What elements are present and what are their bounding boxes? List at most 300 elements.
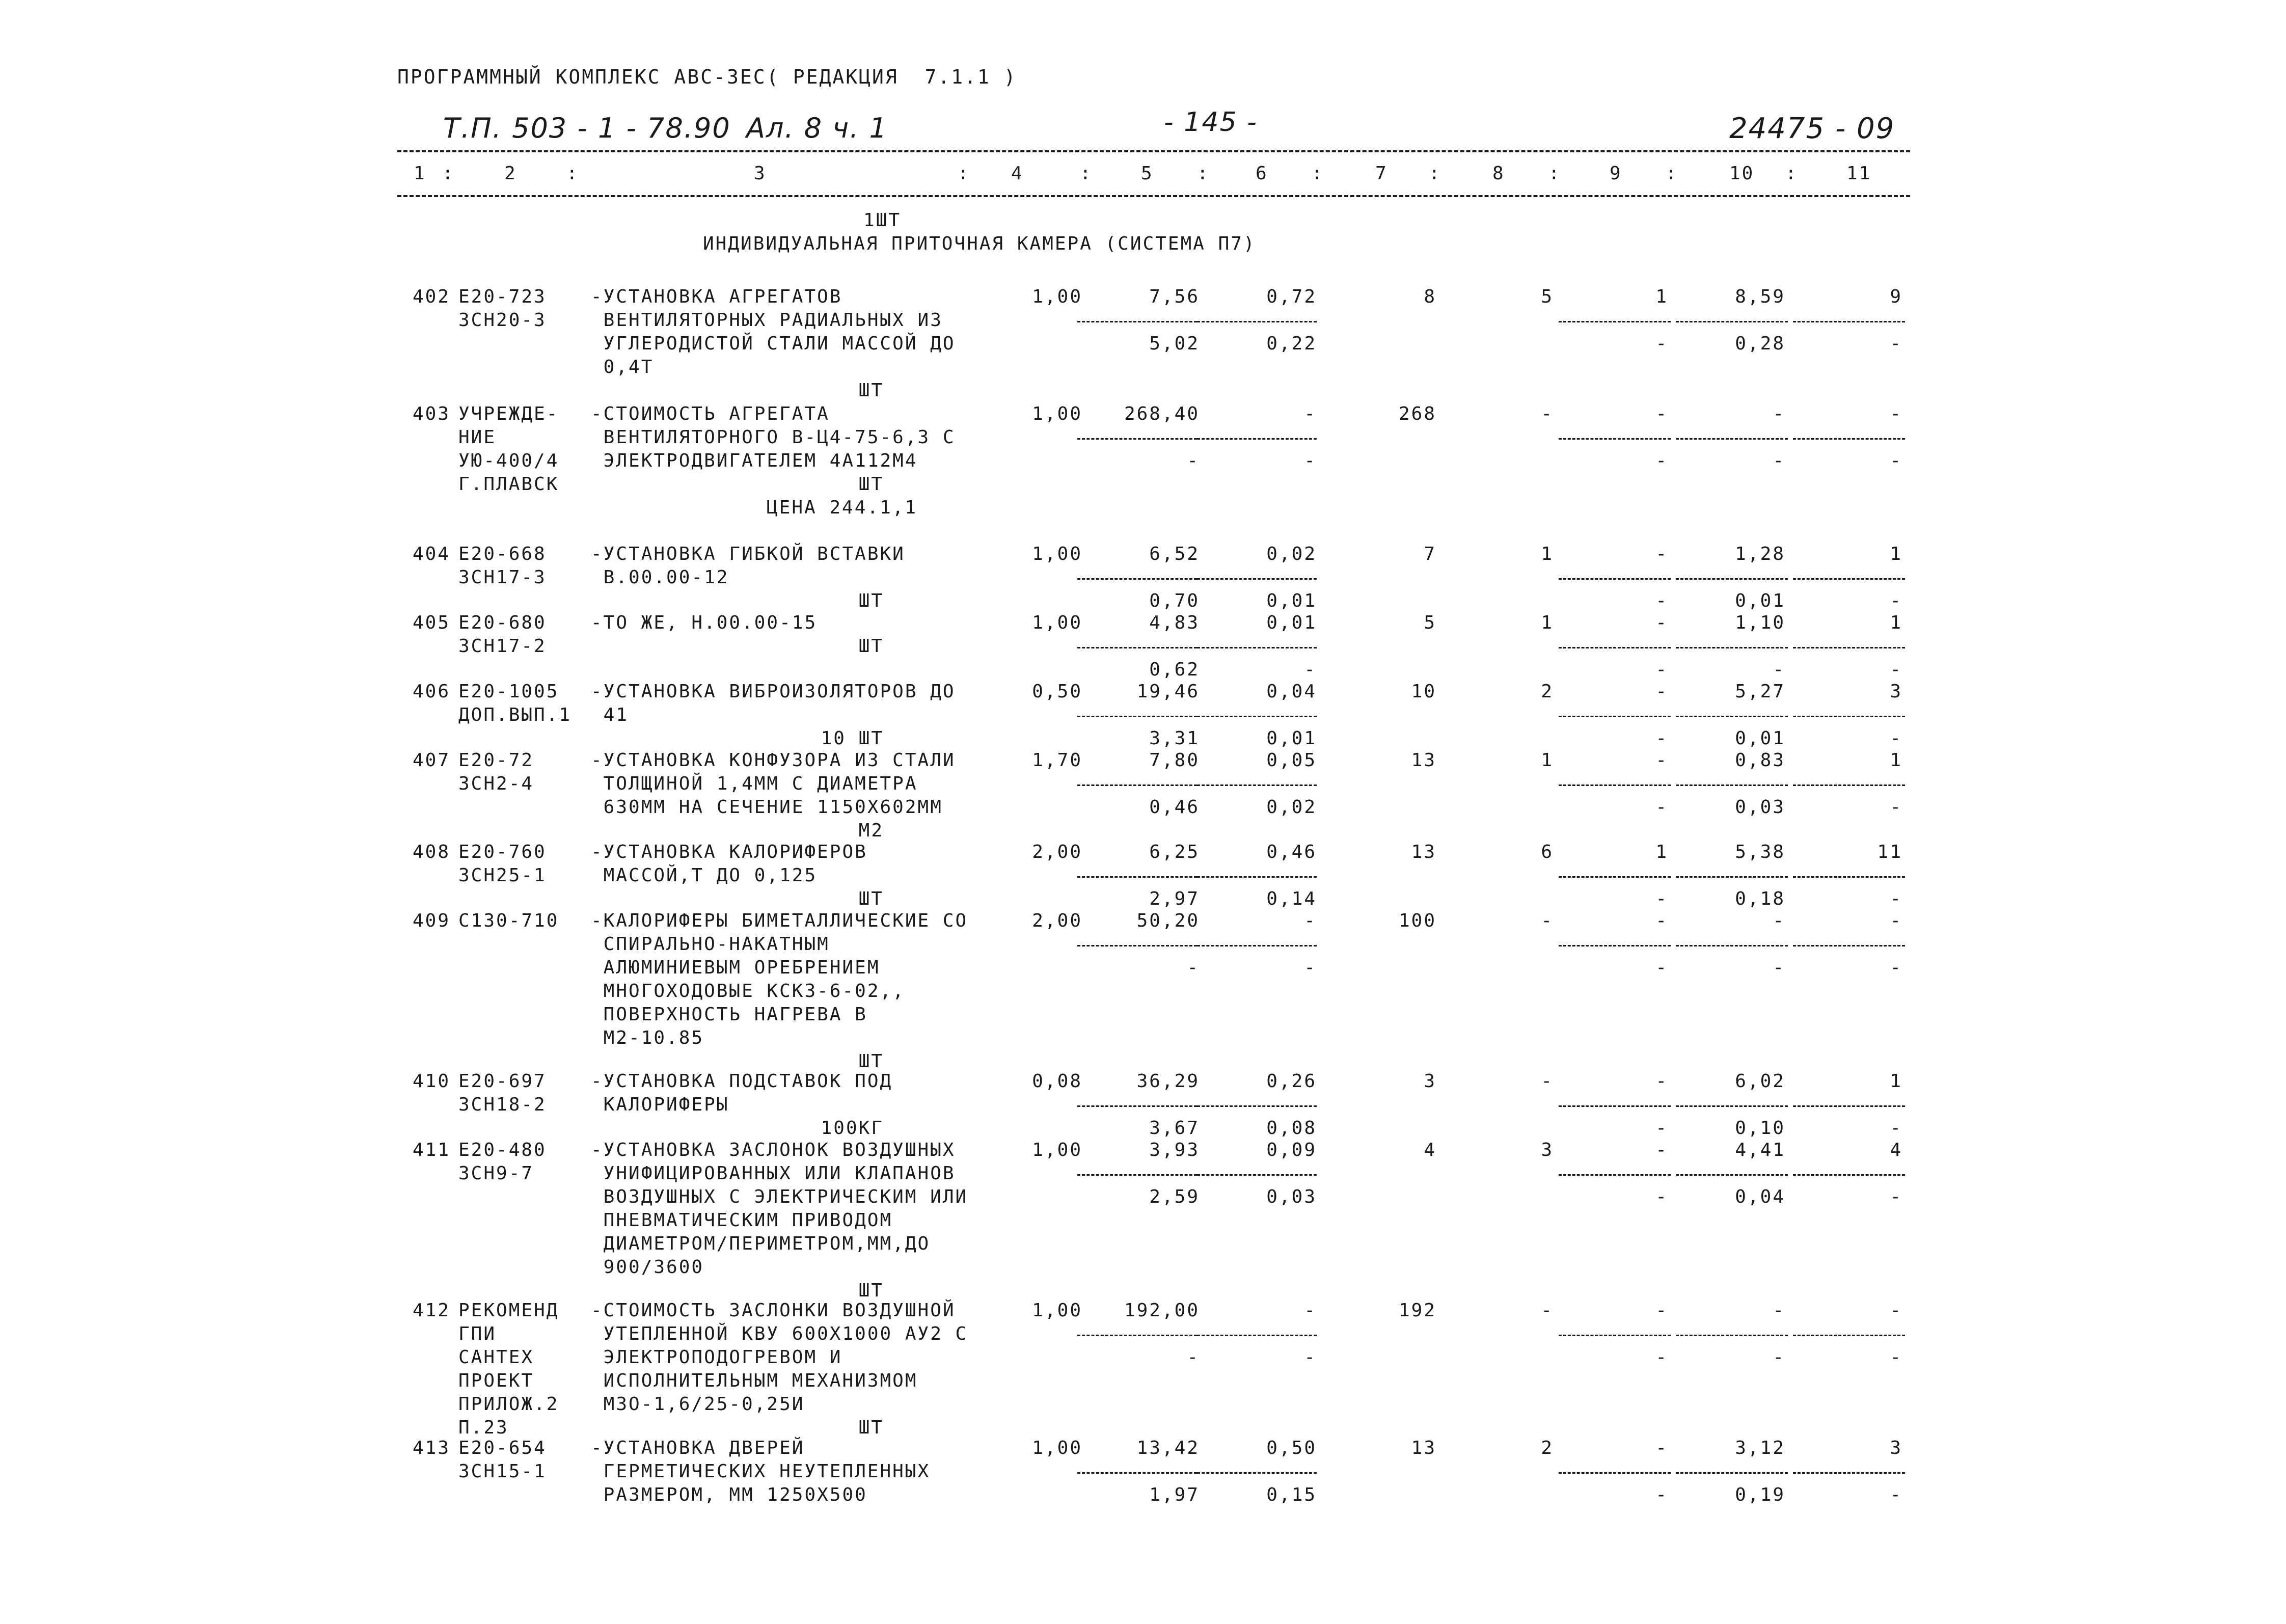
item-code: ПРОЕКТ	[458, 1370, 534, 1391]
cell-divider	[1197, 784, 1317, 786]
header-rule	[397, 150, 1910, 152]
item-description: ГЕРМЕТИЧЕСКИХ НЕУТЕПЛЕННЫХ	[591, 1461, 931, 1482]
cell-divider	[1793, 876, 1905, 878]
cost-cell: 0,02	[1266, 544, 1317, 564]
total-cell: 1,28	[1735, 544, 1785, 564]
cell-divider	[1793, 716, 1905, 717]
total-cell: -	[1541, 1300, 1554, 1321]
item-code: Е20-480	[458, 1140, 547, 1160]
item-code: ЗСН25-1	[458, 865, 547, 886]
total-cell: 0,04	[1735, 1186, 1785, 1207]
item-description: М2-10.85	[591, 1027, 704, 1048]
item-code: Е20-680	[458, 612, 547, 633]
cost-cell: 3,93	[1149, 1140, 1200, 1160]
row-number: 410	[413, 1071, 451, 1092]
cell-divider	[1077, 321, 1197, 322]
cell-divider	[1197, 945, 1317, 946]
cost-cell: 19,46	[1136, 681, 1200, 702]
cell-divider	[1793, 1174, 1905, 1176]
item-description: -УСТАНОВКА ПОДСТАВОК ПОД	[591, 1071, 893, 1092]
column-header: :	[1197, 163, 1210, 184]
cell-divider	[1077, 1105, 1197, 1107]
item-code: Е20-72	[458, 750, 534, 771]
total-cell: 0,83	[1735, 750, 1785, 771]
total-cell: -	[1655, 450, 1668, 471]
item-description: 900/3600	[591, 1257, 704, 1278]
cost-cell: -	[1304, 403, 1317, 424]
item-description: -СТОИМОСТЬ АГРЕГАТА	[591, 403, 830, 424]
total-cell: 3	[1424, 1071, 1436, 1092]
cell-divider	[1793, 1105, 1905, 1107]
row-number: 403	[413, 403, 451, 424]
item-description: -УСТАНОВКА ДВЕРЕЙ	[591, 1438, 805, 1458]
total-cell: 192	[1398, 1300, 1436, 1321]
total-cell: -	[1890, 1484, 1902, 1505]
cost-cell: 0,14	[1266, 888, 1317, 909]
total-cell: 0,19	[1735, 1484, 1785, 1505]
total-cell: -	[1890, 403, 1902, 424]
total-cell: 5,38	[1735, 842, 1785, 862]
cost-cell: 5,02	[1149, 333, 1200, 354]
item-unit: ШТ	[858, 474, 884, 495]
quantity-cell: 1,00	[1032, 544, 1082, 564]
total-cell: -	[1655, 1118, 1668, 1139]
column-header: 10	[1729, 163, 1755, 184]
total-cell: 5,27	[1735, 681, 1785, 702]
row-number: 409	[413, 910, 451, 931]
total-cell: 5	[1541, 286, 1554, 307]
total-cell: 6	[1541, 842, 1554, 862]
cell-divider	[1676, 321, 1788, 322]
quantity-cell: 2,00	[1032, 842, 1082, 862]
page-number: - 145 -	[1164, 107, 1258, 138]
item-unit: ШТ	[858, 1417, 884, 1438]
total-cell: 4	[1890, 1140, 1902, 1160]
total-cell: -	[1655, 1347, 1668, 1368]
item-code: П.23	[458, 1417, 509, 1438]
cost-cell: 0,04	[1266, 681, 1317, 702]
total-cell: 0,10	[1735, 1118, 1785, 1139]
item-description: РАЗМЕРОМ, ММ 1250Х500	[591, 1484, 867, 1505]
item-description: МНОГОХОДОВЫЕ КСК3-6-02,,	[591, 981, 905, 1002]
cost-cell: 0,46	[1149, 797, 1200, 818]
item-unit: ШТ	[858, 1280, 884, 1301]
item-code: ДОП.ВЫП.1	[458, 705, 572, 725]
cost-cell: 3,31	[1149, 728, 1200, 749]
cell-divider	[1197, 716, 1317, 717]
total-cell: -	[1541, 910, 1554, 931]
quantity-cell: 1,00	[1032, 1140, 1082, 1160]
total-cell: -	[1773, 1347, 1785, 1368]
total-cell: 1	[1541, 750, 1554, 771]
cell-divider	[1676, 1174, 1788, 1176]
item-description: 0,4Т	[591, 357, 654, 377]
item-description: МЗО-1,6/25-0,25И	[591, 1394, 805, 1415]
item-code: ЗСН15-1	[458, 1461, 547, 1482]
cell-divider	[1077, 647, 1197, 648]
item-description: ПНЕВМАТИЧЕСКИМ ПРИВОДОМ	[591, 1210, 893, 1231]
total-cell: -	[1655, 1186, 1668, 1207]
quantity-cell: 0,08	[1032, 1071, 1082, 1092]
album-label: Ал. 8 ч. 1	[746, 112, 888, 144]
total-cell: 0,01	[1735, 728, 1785, 749]
cost-cell: 0,72	[1266, 286, 1317, 307]
item-description: ИСПОЛНИТЕЛЬНЫМ МЕХАНИЗМОМ	[591, 1370, 918, 1391]
cell-divider	[1676, 578, 1788, 580]
cell-divider	[1559, 784, 1671, 786]
item-price: ЦЕНА 244.1,1	[767, 497, 918, 518]
cost-cell: 1,97	[1149, 1484, 1200, 1505]
total-cell: 0,18	[1735, 888, 1785, 909]
total-cell: -	[1655, 1484, 1668, 1505]
cost-cell: 0,08	[1266, 1118, 1317, 1139]
cost-cell: 0,22	[1266, 333, 1317, 354]
cell-divider	[1559, 1472, 1671, 1474]
cell-divider	[1197, 438, 1317, 440]
total-cell: -	[1890, 590, 1902, 611]
column-header: :	[1080, 163, 1093, 184]
column-header: 5	[1141, 163, 1154, 184]
cell-divider	[1793, 321, 1905, 322]
cell-divider	[1077, 1335, 1197, 1336]
item-code: НИЕ	[458, 427, 497, 448]
row-number: 405	[413, 612, 451, 633]
cell-divider	[1676, 945, 1788, 946]
item-description: ЭЛЕКТРОДВИГАТЕЛЕМ 4А112М4	[591, 450, 918, 471]
cell-divider	[1559, 1335, 1671, 1336]
total-cell: -	[1655, 910, 1668, 931]
cell-divider	[1559, 578, 1671, 580]
column-header: :	[1666, 163, 1678, 184]
item-code: ЗСН20-3	[458, 310, 547, 331]
cell-divider	[1197, 578, 1317, 580]
total-cell: -	[1655, 888, 1668, 909]
total-cell: -	[1890, 1186, 1902, 1207]
total-cell: -	[1655, 659, 1668, 680]
item-code: Е20-697	[458, 1071, 547, 1092]
total-cell: -	[1773, 957, 1785, 978]
total-cell: -	[1890, 728, 1902, 749]
column-header: 4	[1011, 163, 1024, 184]
total-cell: -	[1773, 403, 1785, 424]
cost-cell: 0,01	[1266, 590, 1317, 611]
item-unit: ШТ	[858, 380, 884, 401]
quantity-cell: 0,50	[1032, 681, 1082, 702]
item-unit: ШТ	[858, 590, 884, 611]
column-header: :	[566, 163, 579, 184]
cell-divider	[1793, 784, 1905, 786]
item-description: ВОЗДУШНЫХ С ЭЛЕКТРИЧЕСКИМ ИЛИ	[591, 1186, 968, 1207]
cost-cell: -	[1187, 1347, 1200, 1368]
total-cell: -	[1655, 403, 1668, 424]
quantity-cell: 1,00	[1032, 1438, 1082, 1458]
row-number: 413	[413, 1438, 451, 1458]
item-description: -УСТАНОВКА ВИБРОИЗОЛЯТОРОВ ДО	[591, 681, 956, 702]
total-cell: -	[1541, 403, 1554, 424]
item-description: ВЕНТИЛЯТОРНОГО В-Ц4-75-6,3 С	[591, 427, 956, 448]
total-cell: 13	[1411, 842, 1436, 862]
item-description: ВЕНТИЛЯТОРНЫХ РАДИАЛЬНЫХ ИЗ	[591, 310, 943, 331]
item-unit: ШТ	[858, 636, 884, 657]
cost-cell: 13,42	[1136, 1438, 1200, 1458]
cell-divider	[1197, 321, 1317, 322]
item-description: СПИРАЛЬНО-НАКАТНЫМ	[591, 934, 830, 955]
row-number: 412	[413, 1300, 451, 1321]
quantity-cell: 1,00	[1032, 612, 1082, 633]
item-description: МАССОЙ,Т ДО 0,125	[591, 865, 818, 886]
item-code: С130-710	[458, 910, 559, 931]
total-cell: 1	[1655, 842, 1668, 862]
total-cell: 3	[1890, 1438, 1902, 1458]
cell-divider	[1077, 438, 1197, 440]
total-cell: 13	[1411, 1438, 1436, 1458]
item-code: УЮ-400/4	[458, 450, 559, 471]
cell-divider	[1077, 876, 1197, 878]
total-cell: 1	[1541, 612, 1554, 633]
total-cell: -	[1655, 612, 1668, 633]
total-cell: -	[1890, 1347, 1902, 1368]
item-unit: 100КГ	[821, 1118, 884, 1139]
cell-divider	[1559, 1105, 1671, 1107]
total-cell: -	[1773, 1300, 1785, 1321]
item-description: 630ММ НА СЕЧЕНИЕ 1150Х602ММ	[591, 797, 943, 818]
item-code: Е20-1005	[458, 681, 559, 702]
total-cell: 5	[1424, 612, 1436, 633]
item-code: ГПИ	[458, 1323, 497, 1344]
cost-cell: 0,02	[1266, 797, 1317, 818]
item-unit: 10 ШТ	[821, 728, 884, 749]
item-code: ЗСН17-2	[458, 636, 547, 657]
total-cell: 4	[1424, 1140, 1436, 1160]
item-description: ТОЛЩИНОЙ 1,4ММ С ДИАМЕТРА	[591, 773, 918, 794]
total-cell: 9	[1890, 286, 1902, 307]
total-cell: -	[1655, 681, 1668, 702]
cell-divider	[1793, 1472, 1905, 1474]
column-header: 6	[1256, 163, 1268, 184]
cost-cell: 7,80	[1149, 750, 1200, 771]
edition-label: ( РЕДАКЦИЯ 7.1.1 )	[767, 66, 1017, 88]
cell-divider	[1676, 784, 1788, 786]
total-cell: 0,03	[1735, 797, 1785, 818]
cell-divider	[1676, 1105, 1788, 1107]
total-cell: -	[1890, 797, 1902, 818]
item-code: САНТЕХ	[458, 1347, 534, 1368]
cell-divider	[1197, 1105, 1317, 1107]
cell-divider	[1676, 1472, 1788, 1474]
total-cell: -	[1890, 1300, 1902, 1321]
total-cell: -	[1655, 728, 1668, 749]
total-cell: 11	[1877, 842, 1902, 862]
item-code: ЗСН9-7	[458, 1163, 534, 1184]
cell-divider	[1559, 945, 1671, 946]
total-cell: -	[1655, 1300, 1668, 1321]
total-cell: -	[1890, 659, 1902, 680]
cost-cell: -	[1187, 450, 1200, 471]
cost-cell: 7,56	[1149, 286, 1200, 307]
cell-divider	[1793, 945, 1905, 946]
quantity-cell: 1,70	[1032, 750, 1082, 771]
cost-cell: -	[1304, 450, 1317, 471]
column-header: :	[442, 163, 455, 184]
cell-divider	[1676, 1335, 1788, 1336]
item-description: -УСТАНОВКА ЗАСЛОНОК ВОЗДУШНЫХ	[591, 1140, 956, 1160]
item-code: ЗСН2-4	[458, 773, 534, 794]
total-cell: 1	[1655, 286, 1668, 307]
cost-cell: 0,01	[1266, 612, 1317, 633]
cost-cell: 2,59	[1149, 1186, 1200, 1207]
cost-cell: 0,50	[1266, 1438, 1317, 1458]
item-code: ЗСН18-2	[458, 1094, 547, 1115]
column-header: :	[1429, 163, 1441, 184]
total-cell: -	[1541, 1071, 1554, 1092]
cell-divider	[1559, 1174, 1671, 1176]
row-number: 404	[413, 544, 451, 564]
total-cell: -	[1773, 659, 1785, 680]
total-cell: -	[1773, 910, 1785, 931]
item-description: ДИАМЕТРОМ/ПЕРИМЕТРОМ,ММ,ДО	[591, 1233, 931, 1254]
column-header: 7	[1375, 163, 1388, 184]
cell-divider	[1676, 647, 1788, 648]
item-description: -КАЛОРИФЕРЫ БИМЕТАЛЛИЧЕСКИЕ СО	[591, 910, 968, 931]
cost-cell: -	[1304, 1347, 1317, 1368]
total-cell: 8	[1424, 286, 1436, 307]
total-cell: -	[1773, 450, 1785, 471]
total-cell: 1	[1890, 612, 1902, 633]
cost-cell: 0,15	[1266, 1484, 1317, 1505]
total-cell: 1	[1541, 544, 1554, 564]
column-header: 9	[1610, 163, 1622, 184]
row-number: 411	[413, 1140, 451, 1160]
item-description: 41	[591, 705, 629, 725]
total-cell: -	[1890, 957, 1902, 978]
cost-cell: 0,09	[1266, 1140, 1317, 1160]
total-cell: -	[1655, 333, 1668, 354]
item-description: АЛЮМИНИЕВЫМ ОРЕБРЕНИЕМ	[591, 957, 880, 978]
cell-divider	[1077, 1472, 1197, 1474]
column-header: 8	[1492, 163, 1505, 184]
cost-cell: -	[1304, 1300, 1317, 1321]
total-cell: 100	[1398, 910, 1436, 931]
cost-cell: 6,52	[1149, 544, 1200, 564]
item-description: КАЛОРИФЕРЫ	[591, 1094, 729, 1115]
total-cell: 4,41	[1735, 1140, 1785, 1160]
total-cell: 2	[1541, 1438, 1554, 1458]
total-cell: 268	[1398, 403, 1436, 424]
item-description: ПОВЕРХНОСТЬ НАГРЕВА В	[591, 1004, 867, 1025]
total-cell: 1,10	[1735, 612, 1785, 633]
column-header: :	[1312, 163, 1324, 184]
cost-cell: -	[1187, 957, 1200, 978]
project-code: Т.П. 503 - 1 - 78.90	[443, 112, 731, 144]
cost-cell: -	[1304, 910, 1317, 931]
column-header: 2	[504, 163, 517, 184]
cell-divider	[1793, 1335, 1905, 1336]
item-description: -УСТАНОВКА КАЛОРИФЕРОВ	[591, 842, 867, 862]
cell-divider	[1197, 1472, 1317, 1474]
cell-divider	[1077, 784, 1197, 786]
item-description: УГЛЕРОДИСТОЙ СТАЛИ МАССОЙ ДО	[591, 333, 956, 354]
item-description: -УСТАНОВКА ГИБКОЙ ВСТАВКИ	[591, 544, 905, 564]
cell-divider	[1793, 647, 1905, 648]
total-cell: 0,28	[1735, 333, 1785, 354]
cell-divider	[1559, 438, 1671, 440]
total-cell: 6,02	[1735, 1071, 1785, 1092]
section-title: ИНДИВИДУАЛЬНАЯ ПРИТОЧНАЯ КАМЕРА (СИСТЕМА П7)	[703, 233, 1256, 254]
item-description: -УСТАНОВКА КОНФУЗОРА ИЗ СТАЛИ	[591, 750, 956, 771]
item-code: ПРИЛОЖ.2	[458, 1394, 559, 1415]
cost-cell: 268,40	[1124, 403, 1200, 424]
total-cell: -	[1890, 910, 1902, 931]
cost-cell: 0,62	[1149, 659, 1200, 680]
cell-divider	[1559, 321, 1671, 322]
cost-cell: 0,03	[1266, 1186, 1317, 1207]
column-header: :	[1785, 163, 1798, 184]
program-title: ПРОГРАММНЫЙ КОМПЛЕКС АВС-ЗЕС	[397, 66, 767, 88]
cost-cell: 0,70	[1149, 590, 1200, 611]
total-cell: 2	[1541, 681, 1554, 702]
column-rule	[397, 195, 1910, 197]
total-cell: -	[1890, 888, 1902, 909]
total-cell: 3	[1890, 681, 1902, 702]
cost-cell: 0,46	[1266, 842, 1317, 862]
cell-divider	[1197, 1174, 1317, 1176]
cost-cell: 4,83	[1149, 612, 1200, 633]
cell-divider	[1793, 578, 1905, 580]
item-code: Е20-723	[458, 286, 547, 307]
column-header: 11	[1846, 163, 1872, 184]
cell-divider	[1197, 647, 1317, 648]
cell-divider	[1077, 945, 1197, 946]
quantity-cell: 1,00	[1032, 403, 1082, 424]
cell-divider	[1676, 876, 1788, 878]
row-number: 406	[413, 681, 451, 702]
item-code: Г.ПЛАВСК	[458, 474, 559, 495]
column-header: 1	[414, 163, 426, 184]
item-code: Е20-654	[458, 1438, 547, 1458]
item-description: ЭЛЕКТРОПОДОГРЕВОМ И	[591, 1347, 842, 1368]
row-number: 407	[413, 750, 451, 771]
cost-cell: -	[1304, 659, 1317, 680]
total-cell: 7	[1424, 544, 1436, 564]
total-cell: -	[1655, 1438, 1668, 1458]
cell-divider	[1676, 438, 1788, 440]
item-code: ЗСН17-3	[458, 567, 547, 588]
total-cell: -	[1655, 544, 1668, 564]
column-header: 3	[754, 163, 767, 184]
total-cell: -	[1890, 1118, 1902, 1139]
total-cell: -	[1655, 1071, 1668, 1092]
total-cell: 13	[1411, 750, 1436, 771]
cost-cell: 0,01	[1266, 728, 1317, 749]
row-number: 408	[413, 842, 451, 862]
cost-cell: 3,67	[1149, 1118, 1200, 1139]
cost-cell: 0,05	[1266, 750, 1317, 771]
item-code: УЧРЕЖДЕ-	[458, 403, 559, 424]
cost-cell: 6,25	[1149, 842, 1200, 862]
row-number: 402	[413, 286, 451, 307]
column-header: :	[1548, 163, 1561, 184]
cost-cell: 36,29	[1136, 1071, 1200, 1092]
item-description: УТЕПЛЕННОЙ КВУ 600Х1000 АУ2 С	[591, 1323, 968, 1344]
total-cell: 3	[1541, 1140, 1554, 1160]
cell-divider	[1077, 578, 1197, 580]
cell-divider	[1559, 647, 1671, 648]
total-cell: -	[1655, 797, 1668, 818]
cell-divider	[1559, 876, 1671, 878]
total-cell: -	[1655, 750, 1668, 771]
item-unit: ШТ	[858, 888, 884, 909]
total-cell: 8,59	[1735, 286, 1785, 307]
